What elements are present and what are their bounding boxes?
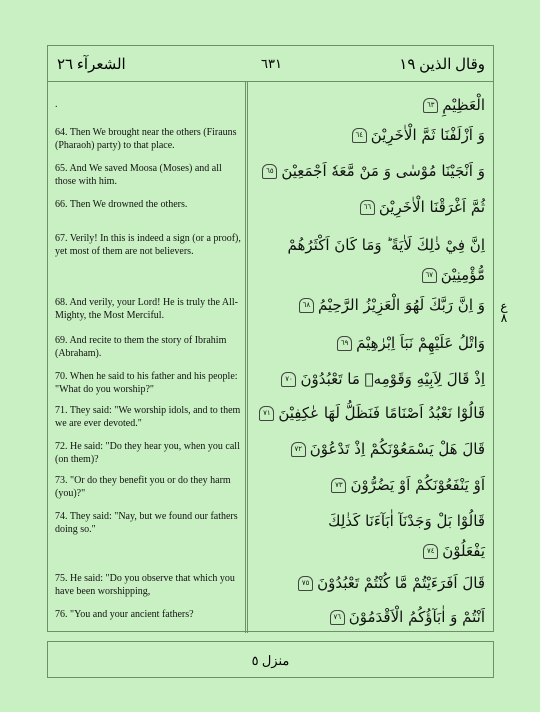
- verse-number: ٧٠: [281, 372, 296, 387]
- verse-number: ٦٤: [352, 128, 367, 143]
- verse-76: اَنْتُمْ وَ اٰبَآؤُكُمُ الْاَقْدَمُوْنَ٧٦: [249, 608, 485, 626]
- translation-75: 75. He said: "Do you observe that which you have been worshipping,: [55, 573, 235, 597]
- page-header: [48, 46, 493, 82]
- verse-74-cont: يَفْعَلُوْنَ٧٤: [249, 542, 485, 560]
- verse-65: وَ اَنْجَيْنَا مُوْسٰى وَ مَنْ مَّعَهٗ اَجْمَعِيْنَ٦٥: [249, 162, 485, 180]
- juz-name: وقال الذين ١٩: [399, 57, 485, 73]
- translation-72: 72. He said: "Do they hear you, when you call (on them)?: [55, 441, 240, 465]
- translation-70: 70. When he said to his father and his people: "What do you worship?": [55, 371, 238, 395]
- ruku-marker: ع ٨: [500, 299, 508, 325]
- verse-number: ٦٧: [422, 268, 437, 283]
- verse-68: وَ اِنَّ رَبَّكَ لَهُوَ الْعَزِيْزُ الرَّحِيْمُ٦٨: [249, 296, 485, 314]
- verse-number: ٦٦: [360, 200, 375, 215]
- translation-65: 65. And We saved Moosa (Moses) and all those with him.: [55, 163, 222, 187]
- verse-number: ٦٩: [337, 336, 352, 351]
- translation-66: 66. Then We drowned the others.: [55, 199, 188, 210]
- verse-75: قَالَ اَفَرَءَيْتُمْ مَّا كُنْتُمْ تَعْبُدُوْنَ٧٥: [249, 574, 485, 592]
- verse-number: ٦٥: [262, 164, 277, 179]
- manzil-label: منزل ٥: [251, 653, 290, 668]
- verse-number: ٧١: [259, 406, 274, 421]
- verse-70: اِذْ قَالَ لِاَبِيْهِ وَقَوْمِهٖ مَا تَعْبُدُوْنَ٧٠: [249, 370, 485, 388]
- verse-73: اَوْ يَنْفَعُوْنَكُمْ اَوْ يَضُرُّوْنَ٧٣: [249, 476, 485, 494]
- verse-number: ٧٦: [330, 610, 345, 625]
- verse-64: وَ اَزْلَفْنَا ثَمَّ الْاٰخَرِيْنَ٦٤: [249, 126, 485, 144]
- translation-71: 71. They said: "We worship idols, and to them we are ever devoted.": [55, 405, 241, 429]
- translation-64: 64. Then We brought near the others (Firauns (Pharaoh) party) to that place.: [55, 127, 237, 151]
- translation-74: 74. They said: "Nay, but we found our fathers doing so.": [55, 511, 238, 535]
- verse-67-cont: مُّؤْمِنِيْنَ٦٧: [249, 266, 485, 284]
- verse-71: قَالُوْا نَعْبُدُ اَصْنَامًا فَنَظَلُّ لَهَا عٰكِفِيْنَ٧١: [249, 404, 485, 422]
- column-divider: [245, 82, 248, 633]
- verse-number: ٧٤: [423, 544, 438, 559]
- page-footer: [47, 641, 494, 678]
- verse-number: ٦٨: [299, 298, 314, 313]
- verse-number: ٧٣: [331, 478, 346, 493]
- verse-67: اِنَّ فِيْ ذٰلِكَ لَاٰيَةً ؕ وَمَا كَانَ اَكْثَرُهُمْ: [287, 236, 485, 254]
- verse-72: قَالَ هَلْ يَسْمَعُوْنَكُمْ اِذْ تَدْعُوْنَ٧٢: [249, 440, 485, 458]
- translation-69: 69. And recite to them the story of Ibrahim (Abraham).: [55, 335, 227, 359]
- verse-74: قَالُوْا بَلْ وَجَدْنَآ اٰبَآءَنَا كَذٰلِكَ: [328, 512, 485, 530]
- verse-66: ثُمَّ اَغْرَقْنَا الْاٰخَرِيْنَ٦٦: [249, 198, 485, 216]
- translation-68: 68. And verily, your Lord! He is truly the All-Mighty, the Most Merciful.: [55, 297, 238, 321]
- page-frame: [47, 45, 494, 632]
- verse-number: ٧٥: [298, 576, 313, 591]
- translation-67: 67. Verily! In this is indeed a sign (or a proof), yet most of them are not believers.: [55, 233, 241, 257]
- surah-name: الشعرآء ٢٦: [57, 57, 126, 73]
- verse-63: الْعَظِيْمِ٦٣: [249, 96, 485, 114]
- translation-76: 76. "You and your ancient fathers?: [55, 609, 194, 620]
- translation-63: .: [55, 99, 58, 110]
- translation-73: 73. "Or do they benefit you or do they harm (you)?": [55, 475, 231, 499]
- page-number: ٦٣١: [261, 56, 282, 71]
- verse-number: ٦٣: [423, 98, 438, 113]
- verse-number: ٧٢: [291, 442, 306, 457]
- verse-69: وَاتْلُ عَلَيْهِمْ نَبَاَ اِبْرٰهِيْمَ٦٩: [249, 334, 485, 352]
